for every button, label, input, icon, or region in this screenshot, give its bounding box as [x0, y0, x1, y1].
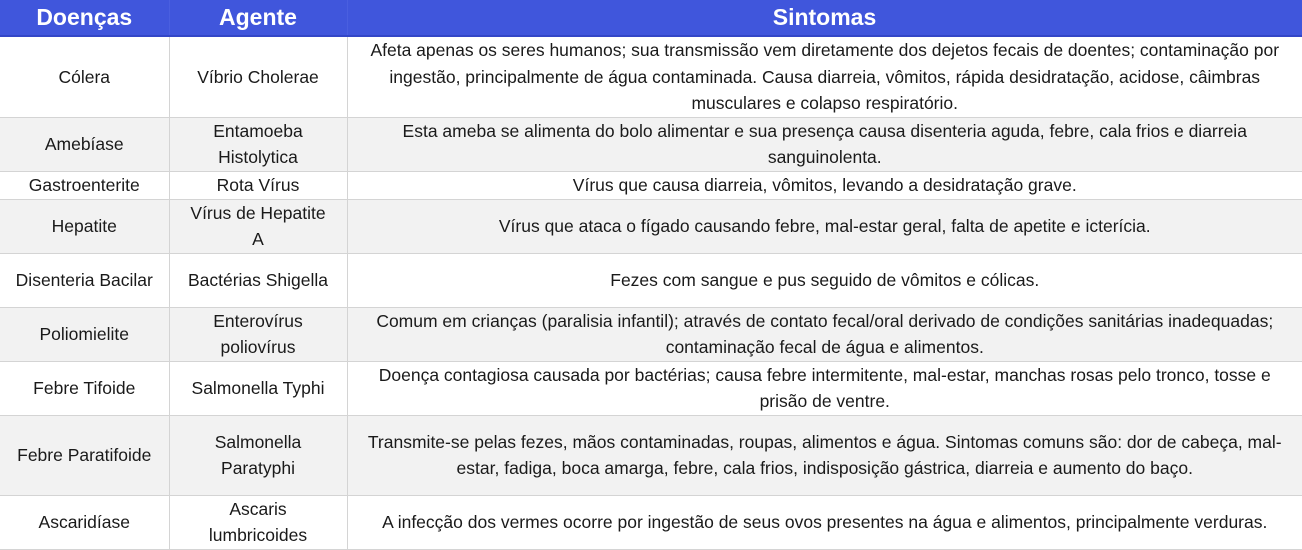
agent-cell: Rota Vírus — [169, 171, 347, 199]
agent-cell: Vírus de Hepatite A — [169, 199, 347, 253]
disease-cell: Amebíase — [0, 117, 169, 171]
symptoms-cell: Comum em crianças (paralisia infantil); através de contato fecal/oral derivado de condições sanitárias inadequadas; contaminação fecal de água e alimentos. — [347, 307, 1302, 361]
disease-cell: Febre Paratifoide — [0, 415, 169, 495]
table-row — [0, 36, 1302, 117]
disease-cell: Cólera — [0, 36, 169, 117]
symptoms-cell: Vírus que ataca o fígado causando febre, mal-estar geral, falta de apetite e icterícia. — [347, 199, 1302, 253]
disease-cell: Poliomielite — [0, 307, 169, 361]
symptoms-cell: Afeta apenas os seres humanos; sua transmissão vem diretamente dos dejetos fecais de doentes; contaminação por ingestão, principalmente de água contaminada. Causa diarreia, vômitos, rápida desidratação, acidose, câimbras musculares e colapso respiratório. — [347, 36, 1302, 117]
agent-cell: Víbrio Cholerae — [169, 36, 347, 117]
agent-cell: Salmonella Paratyphi — [169, 415, 347, 495]
symptoms-cell: A infecção dos vermes ocorre por ingestão de seus ovos presentes na água e alimentos, principalmente verduras. — [347, 495, 1302, 549]
table-row — [0, 307, 1302, 361]
symptoms-cell: Transmite-se pelas fezes, mãos contaminadas, roupas, alimentos e água. Sintomas comuns são: dor de cabeça, mal-estar, fadiga, boca amarga, febre, cala frios, indisposição gástrica, diarreia e aumento do baço. — [347, 415, 1302, 495]
disease-cell: Ascaridíase — [0, 495, 169, 549]
agent-cell: Ascaris lumbricoides — [169, 495, 347, 549]
symptoms-cell: Vírus que causa diarreia, vômitos, levando a desidratação grave. — [347, 171, 1302, 199]
header-symptoms: Sintomas — [347, 0, 1302, 36]
table-row — [0, 361, 1302, 415]
table-row — [0, 415, 1302, 495]
disease-cell: Disenteria Bacilar — [0, 253, 169, 307]
symptoms-cell: Doença contagiosa causada por bactérias; causa febre intermitente, mal-estar, manchas rosas pelo tronco, tosse e prisão de ventre. — [347, 361, 1302, 415]
disease-cell: Febre Tifoide — [0, 361, 169, 415]
table-row — [0, 171, 1302, 199]
table-row — [0, 495, 1302, 549]
disease-cell: Gastroenterite — [0, 171, 169, 199]
symptoms-cell: Fezes com sangue e pus seguido de vômitos e cólicas. — [347, 253, 1302, 307]
agent-cell: Bactérias Shigella — [169, 253, 347, 307]
agent-cell: Entamoeba Histolytica — [169, 117, 347, 171]
table-row — [0, 253, 1302, 307]
disease-cell: Hepatite — [0, 199, 169, 253]
table-row — [0, 117, 1302, 171]
agent-cell: Salmonella Typhi — [169, 361, 347, 415]
table-row — [0, 199, 1302, 253]
agent-cell: Enterovírus poliovírus — [169, 307, 347, 361]
header-row — [0, 0, 1302, 36]
symptoms-cell: Esta ameba se alimenta do bolo alimentar e sua presença causa disenteria aguda, febre, cala frios e diarreia sanguinolenta. — [347, 117, 1302, 171]
header-diseases: Doenças — [0, 0, 169, 36]
header-agent: Agente — [169, 0, 347, 36]
